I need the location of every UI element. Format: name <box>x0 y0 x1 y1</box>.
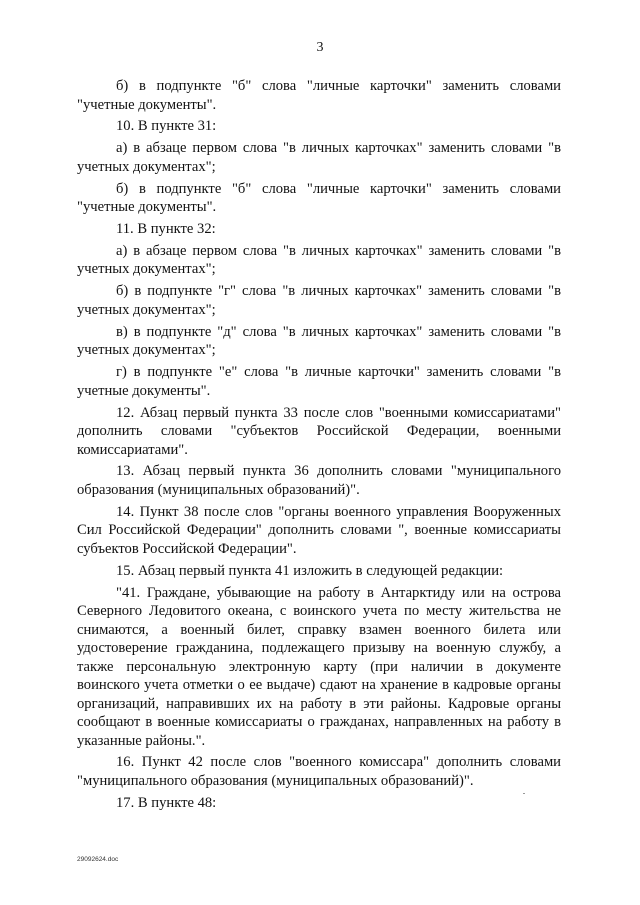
paragraph-11: 11. В пункте 32: <box>116 221 216 238</box>
paragraph-11a: а) в абзаце первом слова "в личных карточках" заменить словами "в учетных документах"; <box>77 242 561 278</box>
paragraph-16: 16. Пункт 42 после слов "военного комиссара" дополнить словами "муниципального образования (муниципальных образований)". <box>77 754 561 789</box>
paragraph-9b: б) в подпункте "б" слова "личные карточки" заменить словами "учетные документы". <box>77 78 561 113</box>
paragraph-41-text: "41. Граждане, убывающие на работу в Антарктиду или на острова Северного Ледовитого океана, с воинского учета по месту жительства не снимаются, а военный билет, справку взамен военного билета или удостоверение гражданина, подлежащего призыву на военную службу, а также персональную электронную карту (при наличии в документе воинского учета отметки о ее выдаче) сдают на хранение в кадровые органы организаций, направивших их на работу в эти районы. Кадровые органы сообщают в военные комиссариаты о гражданах, направленных на работу в указанные районы.". <box>77 584 561 749</box>
paragraph-11b: б) в подпункте "г" слова "в личных карточках" заменить словами "в учетных документах"; <box>77 283 561 318</box>
paragraph-12: 12. Абзац первый пункта 33 после слов "военными комиссариатами" дополнить словами "субъектов Российской Федерации, военными комиссариатами". <box>77 404 561 458</box>
paragraph-10: 10. В пункте 31: <box>116 118 217 135</box>
page-number: 3 <box>316 40 324 55</box>
paragraph-14: 14. Пункт 38 после слов "органы военного управления Вооруженных Сил Российской Федерации" дополнить словами ", военные комиссариаты субъектов Российской Федерации". <box>77 503 561 557</box>
paragraph-17: 17. В пункте 48: <box>116 794 217 811</box>
scan-speck <box>523 793 525 794</box>
paragraph-11g: г) в подпункте "е" слова "в личные карточки" заменить словами "в учетные документы". <box>77 364 561 399</box>
paragraph-13: 13. Абзац первый пункта 36 дополнить словами "муниципального образования (муниципальных образований)". <box>77 463 561 498</box>
document-body <box>77 77 561 816</box>
paragraph-15: 15. Абзац первый пункта 41 изложить в следующей редакции: <box>116 562 504 579</box>
paragraph-10b: б) в подпункте "б" слова "личные карточки" заменить словами "учетные документы". <box>77 180 561 216</box>
paragraph-10a: а) в абзаце первом слова "в личных карточках" заменить словами "в учетных документах"; <box>77 140 561 175</box>
paragraph-11v: в) в подпункте "д" слова "в личных карточках" заменить словами "в учетных документах"; <box>77 323 561 359</box>
footer-filename: 29092624.doc <box>77 856 119 863</box>
